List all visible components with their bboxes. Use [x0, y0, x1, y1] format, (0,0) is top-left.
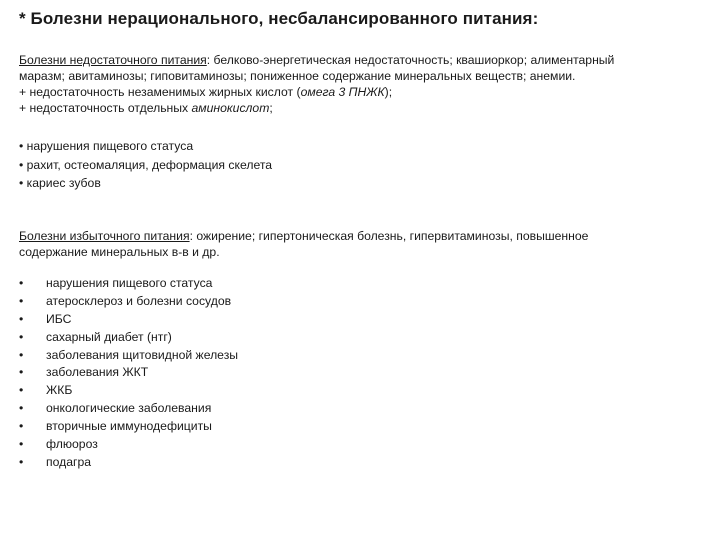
deficit-text-1: : белково-энергетическая недостаточность; квашиоркор; алиментарный — [206, 53, 615, 67]
excess-text-2: содержание минеральных в-в и др. — [19, 245, 220, 259]
plus2-suffix: ; — [269, 101, 273, 115]
bullet-icon: • — [19, 347, 24, 362]
plus2-prefix: + недостаточность отдельных — [19, 101, 192, 115]
list-item-label: подагра — [46, 454, 92, 469]
bullet-icon: • — [19, 437, 24, 452]
list-item-label: ЖКБ — [46, 383, 73, 398]
bullet-icon: • — [19, 383, 24, 398]
list-item-label: нарушения пищевого статуса — [46, 276, 213, 290]
bullet-icon: • — [19, 365, 24, 380]
list-item-label: сахарный диабет (нтг) — [46, 329, 172, 344]
bullet-icon: • — [19, 311, 24, 326]
deficit-heading: Болезни недостаточного питания — [19, 53, 207, 67]
bullet-icon: • — [19, 454, 24, 469]
plus1-suffix: ); — [384, 85, 393, 99]
excess-line-1 — [19, 228, 709, 244]
deficit-line-1 — [19, 52, 709, 68]
deficit-plus-fatty-acids — [19, 84, 709, 100]
list-item-label: заболевания щитовидной железы — [46, 347, 239, 362]
list-item-label: атеросклероз и болезни сосудов — [46, 293, 232, 308]
deficit-items-list — [19, 138, 272, 194]
plus1-italic: омега 3 ПНЖК — [300, 85, 385, 99]
list-item: • рахит, остеомаляция, деформация скелета — [19, 157, 273, 172]
bullet-icon: • — [19, 329, 24, 344]
list-item-label: онкологические заболевания — [46, 401, 212, 416]
list-item-label: ИБС — [46, 311, 72, 326]
deficit-text-2: маразм; авитаминозы; гиповитаминозы; пониженное содержание минеральных веществ; анемии. — [19, 69, 576, 83]
list-item: • кариес зубов — [19, 176, 101, 190]
list-item: • нарушения пищевого статуса — [19, 139, 194, 153]
bullet-icon: • — [19, 293, 24, 308]
excess-heading: Болезни избыточного питания — [19, 229, 190, 243]
deficit-plus-amino-acids — [19, 100, 709, 116]
bullet-icon: • — [19, 419, 24, 434]
bullet-icon: • — [19, 276, 24, 290]
excess-diseases-section — [19, 228, 709, 260]
bullet-icon: • — [19, 401, 24, 416]
list-item-label: заболевания ЖКТ — [46, 365, 149, 380]
page-title: * Болезни нерационального, несбалансированного питания: — [19, 9, 539, 28]
plus2-italic: аминокислот — [191, 101, 270, 115]
excess-text-1: : ожирение; гипертоническая болезнь, гипервитаминозы, повышенное — [189, 229, 589, 243]
list-item-label: вторичные иммунодефициты — [46, 419, 212, 434]
deficit-diseases-section — [19, 52, 709, 116]
plus1-prefix: + недостаточность незаменимых жирных кислот ( — [19, 85, 301, 99]
list-item-label: флюороз — [46, 437, 98, 452]
